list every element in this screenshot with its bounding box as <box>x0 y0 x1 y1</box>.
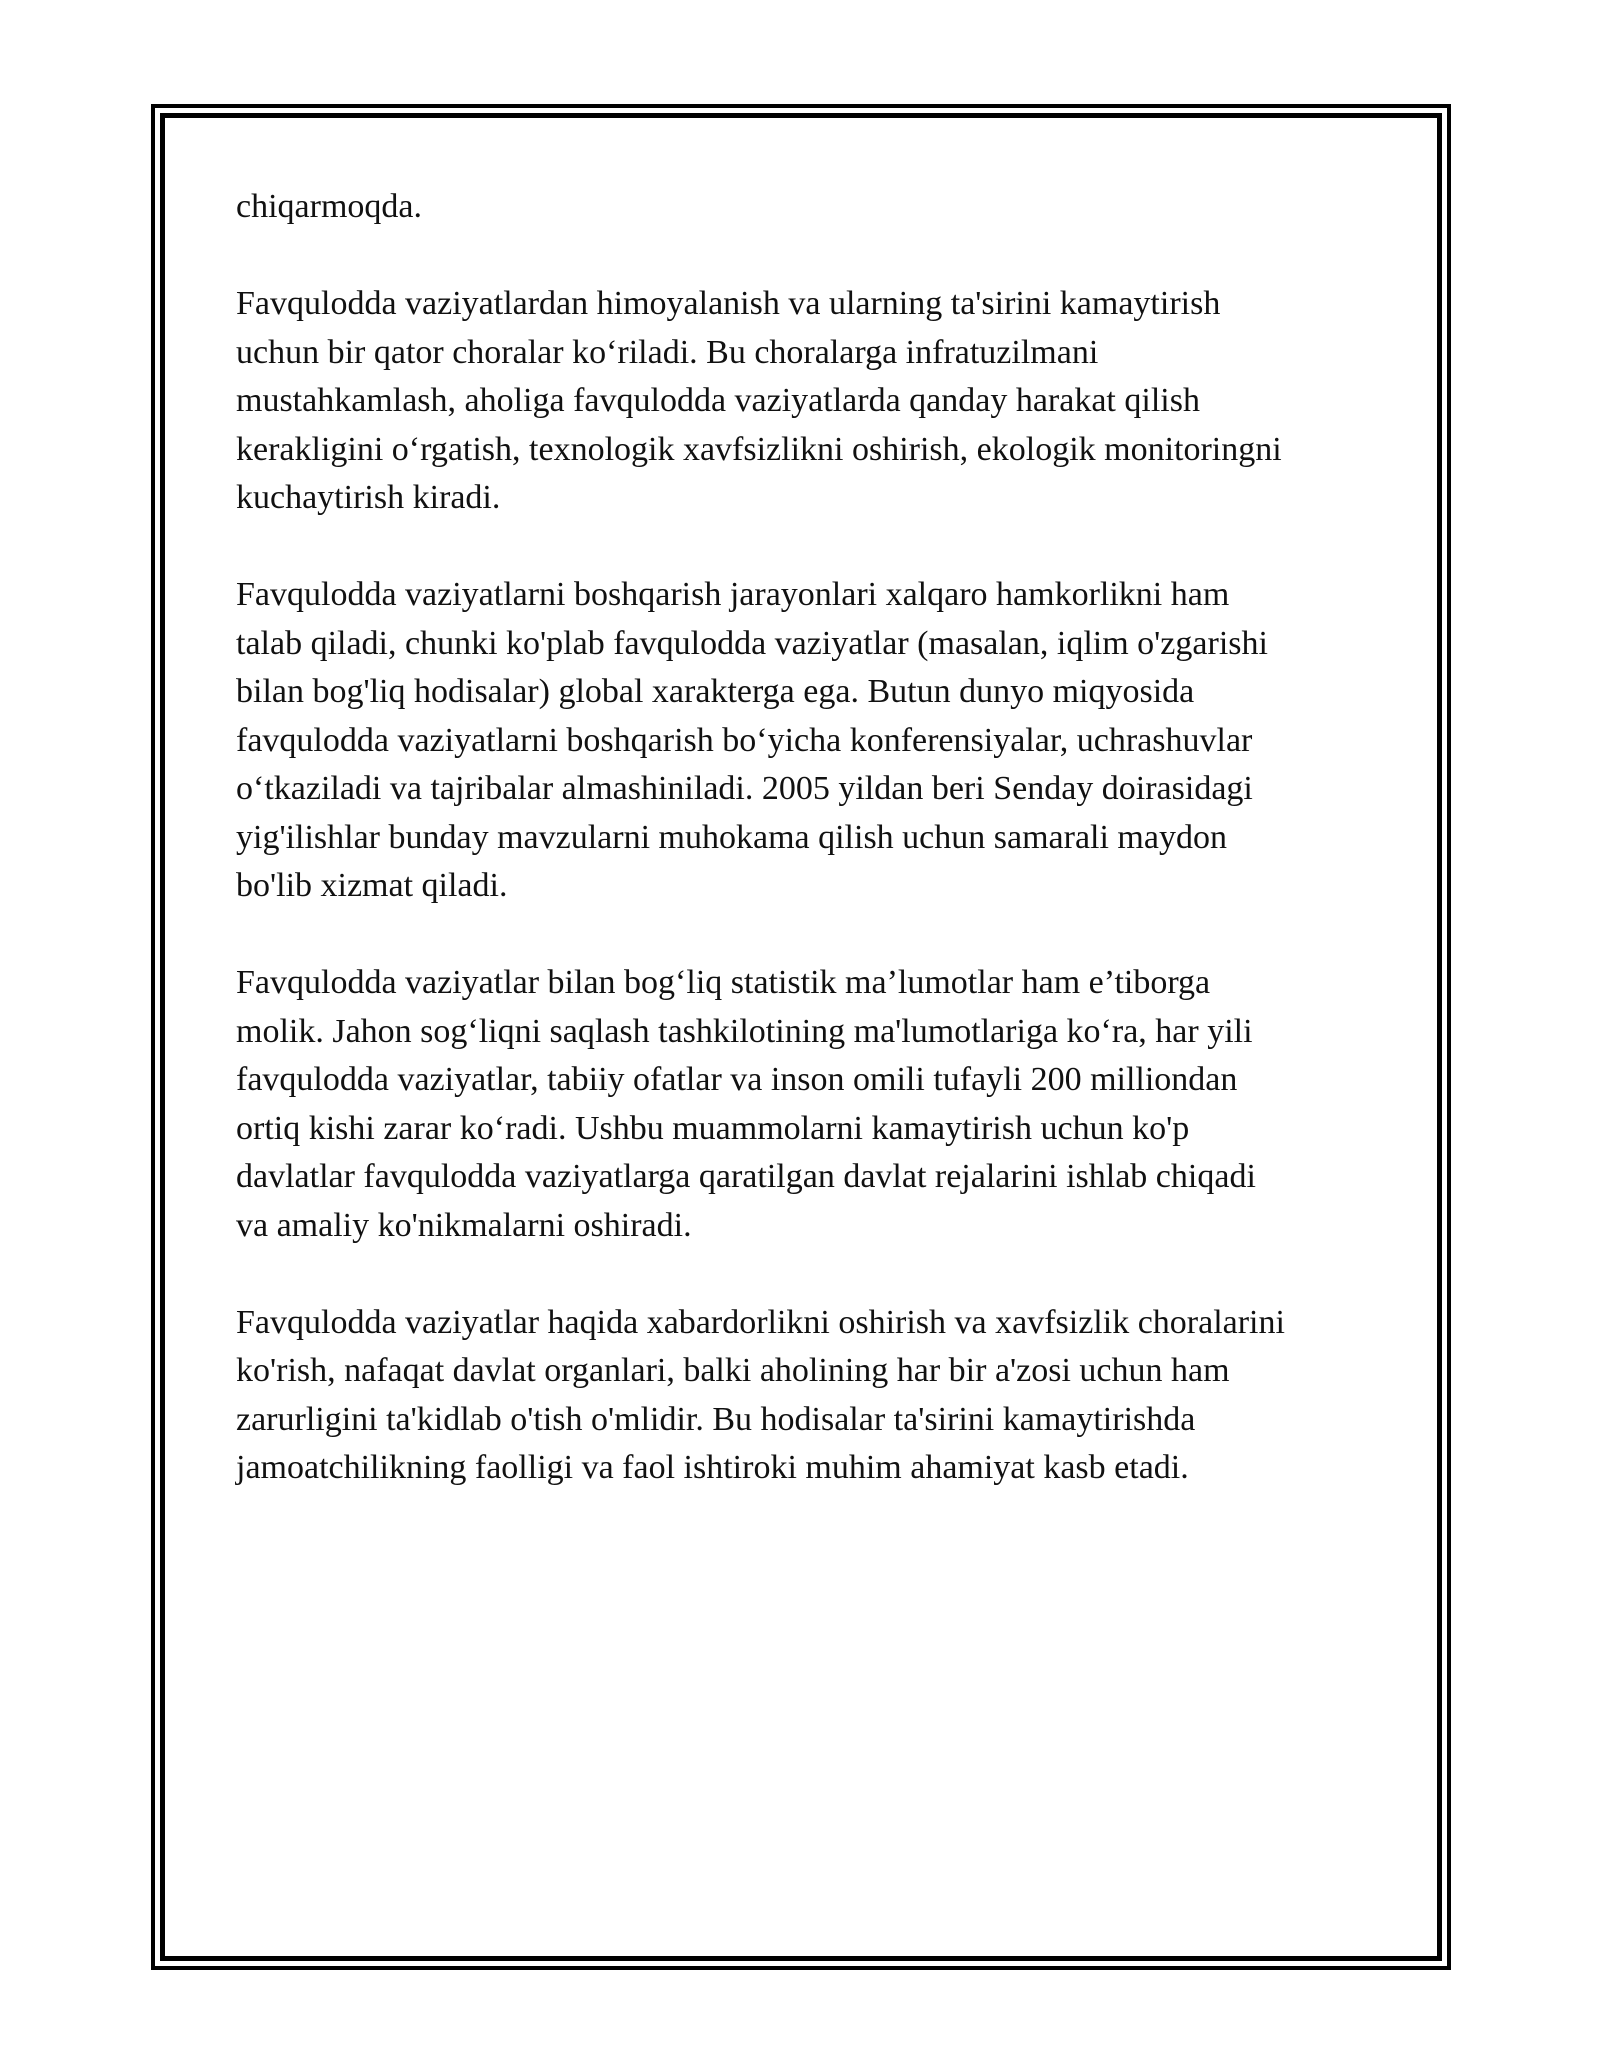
text-line: davlatlar favqulodda vaziyatlarga qaratilgan davlat rejalarini ishlab chiqadi <box>236 1158 1256 1195</box>
paragraph-2 <box>236 280 1376 523</box>
text-line: chiqarmoqda. <box>236 188 422 225</box>
paragraph-4 <box>236 959 1376 1250</box>
text-line: mustahkamlash, aholiga favqulodda vaziyatlarda qanday harakat qilish <box>236 382 1200 419</box>
text-line: jamoatchilikning faolligi va faol ishtiroki muhim ahamiyat kasb etadi. <box>236 1449 1189 1486</box>
text-line: ortiq kishi zarar ko‘radi. Ushbu muammolarni kamaytirish uchun ko'p <box>236 1109 1190 1147</box>
text-line: Favqulodda vaziyatlarni boshqarish jarayonlari xalqaro hamkorlikni ham <box>236 576 1230 613</box>
text-line: molik. Jahon sog‘liqni saqlash tashkilotining ma'lumotlariga ko‘ra, har yili <box>236 1012 1253 1050</box>
document-body <box>236 183 1376 1541</box>
text-line: Favqulodda vaziyatlar bilan bog‘liq statistik ma’lumotlar ham e’tiborga <box>236 964 1211 1001</box>
text-line: kerakligini o‘rgatish, texnologik xavfsizlikni oshirish, ekologik monitoringni <box>236 430 1282 468</box>
text-line: kuchaytirish kiradi. <box>236 479 501 516</box>
text-line: favqulodda vaziyatlar, tabiiy ofatlar va inson omili tufayli 200 milliondan <box>236 1061 1238 1098</box>
text-line: talab qiladi, chunki ko'plab favqulodda vaziyatlar (masalan, iqlim o'zgarishi <box>236 624 1268 662</box>
text-line: yig'ilishlar bunday mavzularni muhokama qilish uchun samarali maydon <box>236 818 1227 856</box>
text-line: bilan bog'liq hodisalar) global xarakterga ega. Butun dunyo miqyosida <box>236 673 1195 710</box>
paragraph-1 <box>236 183 1376 232</box>
text-line: Favqulodda vaziyatlar haqida xabardorlikni oshirish va xavfsizlik choralarini <box>236 1303 1285 1341</box>
text-line: uchun bir qator choralar ko‘riladi. Bu choralarga infratuzilmani <box>236 333 1099 371</box>
text-line: favqulodda vaziyatlarni boshqarish bo‘yicha konferensiyalar, uchrashuvlar <box>236 721 1253 759</box>
text-line: va amaliy ko'nikmalarni oshiradi. <box>236 1206 692 1244</box>
paragraph-5 <box>236 1299 1376 1493</box>
text-line: Favqulodda vaziyatlardan himoyalanish va ularning ta'sirini kamaytirish <box>236 285 1221 322</box>
text-line: o‘tkaziladi va tajribalar almashiniladi. 2005 yildan beri Senday doirasidagi <box>236 770 1253 807</box>
paragraph-3 <box>236 571 1376 911</box>
text-line: ko'rish, nafaqat davlat organlari, balki aholining har bir a'zosi uchun ham <box>236 1352 1230 1389</box>
text-line: bo'lib xizmat qiladi. <box>236 867 508 904</box>
text-line: zarurligini ta'kidlab o'tish o'mlidir. Bu hodisalar ta'sirini kamaytirishda <box>236 1400 1196 1438</box>
